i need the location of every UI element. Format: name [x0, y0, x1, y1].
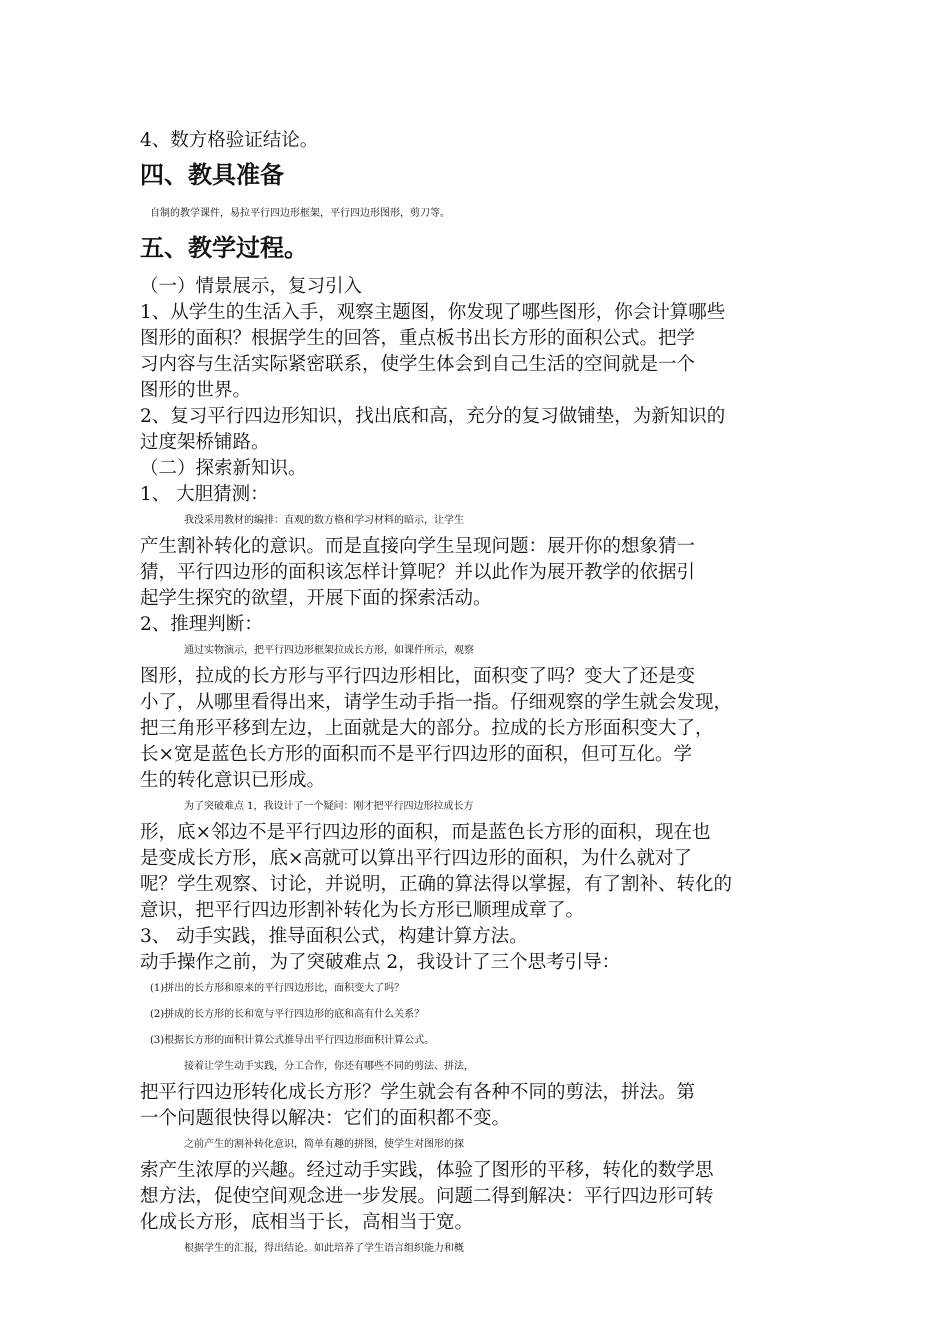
text-line: 猜，平行四边形的面积该怎样计算呢？并以此作为展开教学的依据引 [140, 562, 696, 583]
text-line: 习内容与生活实际紧密联系，使学生体会到自己生活的空间就是一个 [140, 354, 696, 375]
text-line: 一个问题很快得以解决：它们的面积都不变。 [140, 1108, 511, 1129]
text-line: 起学生探究的欲望，开展下面的探索活动。 [140, 588, 492, 609]
text-line: 意识，把平行四边形割补转化为长方形已顺理成章了。 [140, 900, 585, 921]
list-item: (1)拼出的长方形和原来的平行四边形比，面积变大了吗？ [150, 983, 405, 994]
text-line: 图形，拉成的长方形与平行四边形相比，面积变了吗？变大了还是变 [140, 666, 696, 687]
text-line: 长×宽是蓝色长方形的面积而不是平行四边形的面积，但可互化。学 [140, 744, 693, 765]
text-line: 小了，从哪里看得出来，请学生动手指一指。仔细观察的学生就会发现， [140, 692, 733, 713]
text-line: 把平行四边形转化成长方形？学生就会有各种不同的剪法，拼法。第 [140, 1082, 696, 1103]
text-line: 产生割补转化的意识。而是直接向学生呈现问题：展开你的想象猜一 [140, 536, 696, 557]
text-line: 自制的教学课件，易拉平行四边形框架，平行四边形图形，剪刀等。 [150, 208, 450, 219]
subsection-heading: （二）探索新知识。 [140, 458, 307, 479]
text-line: 形，底×邻边不是平行四边形的面积，而是蓝色长方形的面积，现在也 [140, 822, 711, 843]
text-line: 图形的世界。 [140, 380, 252, 401]
text-line: 2、推理判断： [140, 614, 263, 635]
text-line: 接着让学生动手实践，分工合作，你还有哪些不同的剪法、拼法， [184, 1061, 474, 1072]
section-heading: 四、教具准备 [140, 161, 284, 189]
subsection-heading: （一）情景展示，复习引入 [140, 276, 363, 297]
list-item: (3)根据长方形的面积计算公式推导出平行四边形面积计算公式。 [150, 1035, 435, 1046]
text-line: 1、 大胆猜测： [140, 484, 269, 505]
text-line: 呢？学生观察、讨论，并说明，正确的算法得以掌握，有了割补、转化的 [140, 874, 733, 895]
section-heading: 五、教学过程。 [140, 234, 308, 262]
text-line: 索产生浓厚的兴趣。经过动手实践，体验了图形的平移，转化的数学思 [140, 1160, 714, 1181]
text-line: 通过实物演示，把平行四边形框架拉成长方形，如课件所示，观察 [184, 645, 474, 656]
text-line: 生的转化意识已形成。 [140, 770, 326, 791]
text-line: 是变成长方形，底×高就可以算出平行四边形的面积，为什么就对了 [140, 848, 693, 869]
text-line: 图形的面积？根据学生的回答，重点板书出长方形的面积公式。把学 [140, 328, 696, 349]
text-line: 动手操作之前，为了突破难点 2，我设计了三个思考引导： [140, 952, 621, 973]
text-line: 过度架桥铺路。 [140, 432, 270, 453]
text-line: 4、数方格验证结论。 [140, 130, 319, 151]
text-line: 1、从学生的生活入手，观察主题图，你发现了哪些图形，你会计算哪些 [140, 302, 726, 323]
text-line: 之前产生的割补转化意识，简单有趣的拼图，使学生对图形的探 [184, 1139, 464, 1150]
list-item: (2)拼成的长方形的长和宽与平行四边形的底和高有什么关系？ [150, 1009, 425, 1020]
text-line: 为了突破难点 1，我设计了一个疑问：刚才把平行四边形拉成长方 [184, 801, 474, 812]
text-line: 想方法，促使空间观念进一步发展。问题二得到解决：平行四边形可转 [140, 1186, 714, 1207]
text-line: 根据学生的汇报，得出结论。如此培养了学生语言组织能力和概 [184, 1243, 464, 1254]
text-line: 化成长方形，底相当于长，高相当于宽。 [140, 1212, 474, 1233]
text-line: 我没采用教材的编排：直观的数方格和学习材料的暗示，让学生 [184, 515, 464, 526]
text-line: 2、复习平行四边形知识，找出底和高，充分的复习做铺垫，为新知识的 [140, 406, 726, 427]
text-line: 3、 动手实践，推导面积公式，构建计算方法。 [140, 926, 528, 947]
text-line: 把三角形平移到左边，上面就是大的部分。拉成的长方形面积变大了， [140, 718, 714, 739]
